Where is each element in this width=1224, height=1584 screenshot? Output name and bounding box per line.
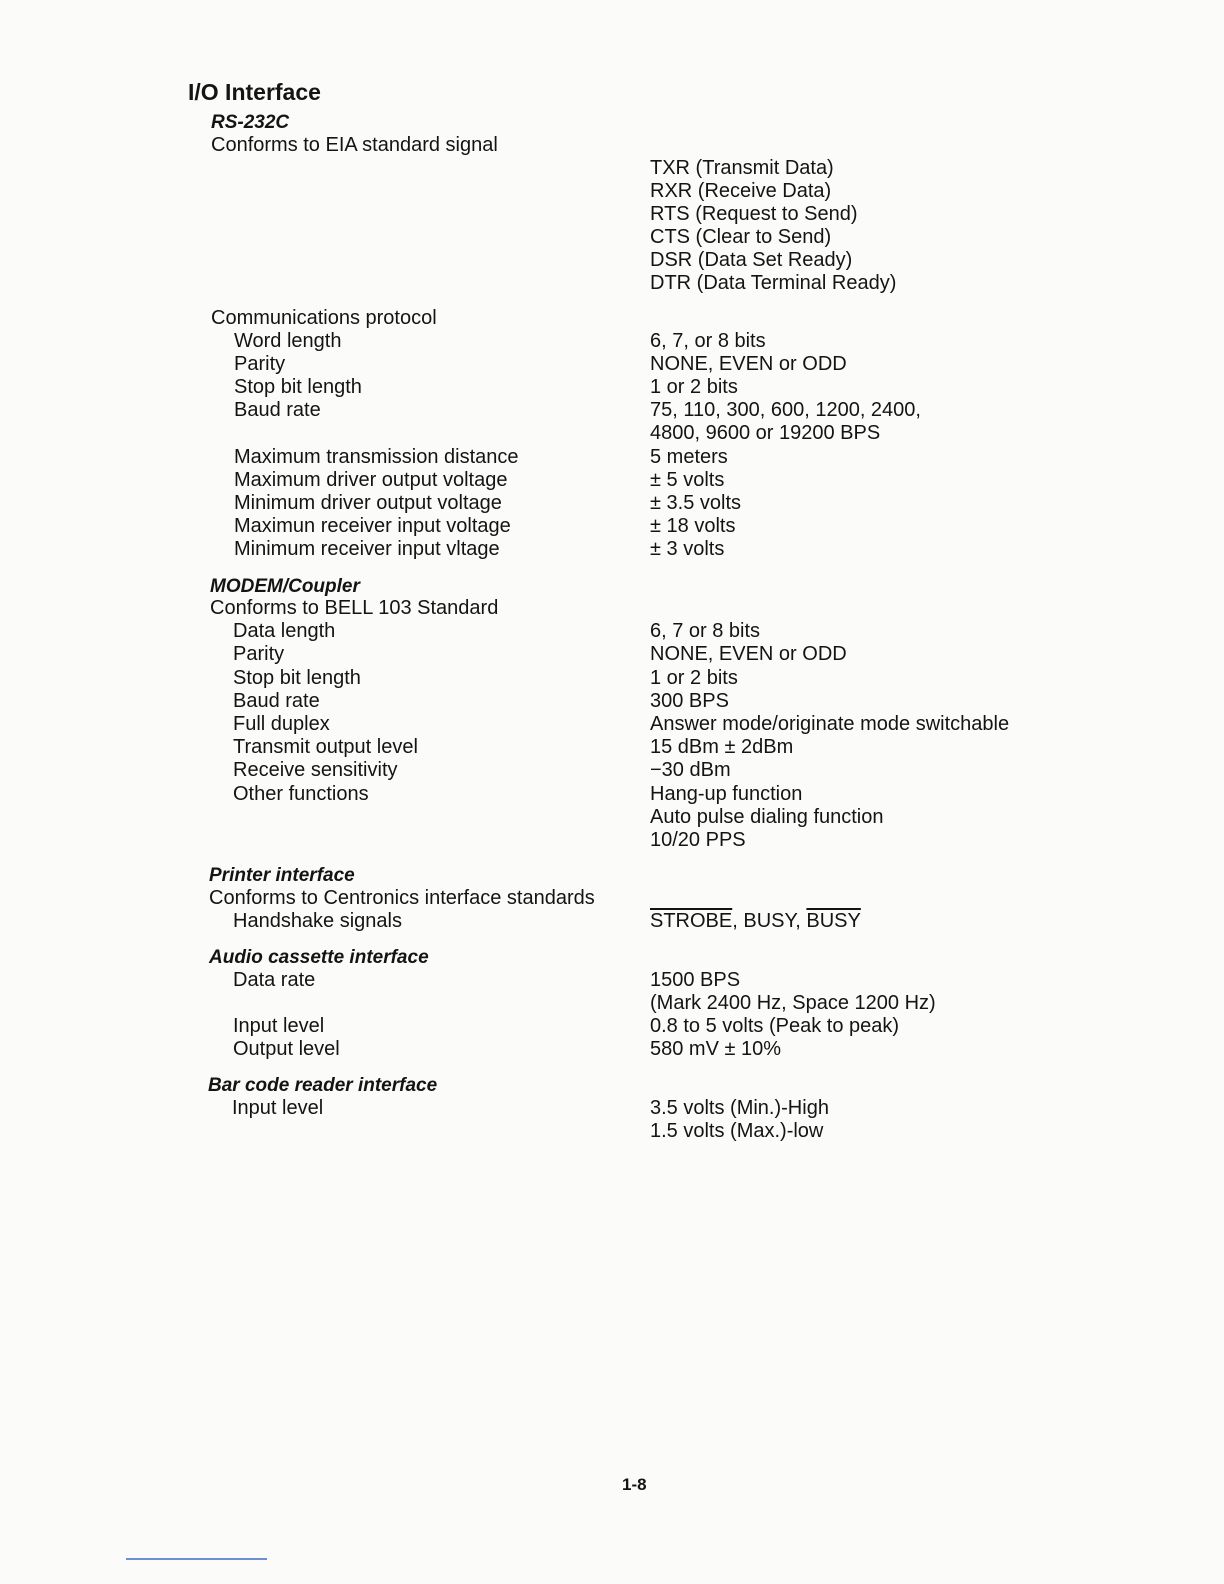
spec-value: NONE, EVEN or ODD — [650, 643, 847, 665]
spec-value: 10/20 PPS — [650, 829, 746, 851]
printer-heading: Printer interface — [209, 865, 355, 886]
spec-value: Hang-up function — [650, 783, 803, 805]
busy-inverted-signal: BUSY — [806, 910, 861, 932]
spec-label: Data rate — [233, 969, 316, 991]
spec-value: ± 3.5 volts — [650, 492, 742, 514]
spec-value: 1 or 2 bits — [650, 667, 738, 689]
spec-value: 6, 7 or 8 bits — [650, 620, 761, 642]
strobe-signal: STROBE — [650, 910, 733, 932]
rs232c-conforms: Conforms to EIA standard signal — [211, 134, 498, 156]
spec-label: Parity — [234, 353, 286, 375]
footer-rule — [126, 1558, 267, 1560]
separator: , — [795, 910, 807, 932]
spec-value: ± 5 volts — [650, 469, 725, 491]
spec-value: 300 BPS — [650, 690, 729, 712]
rs232c-signal: DTR (Data Terminal Ready) — [650, 272, 897, 294]
spec-label: Transmit output level — [233, 736, 418, 758]
spec-value: 1 or 2 bits — [650, 376, 738, 398]
page-title: I/O Interface — [188, 79, 321, 105]
page-number: 1-8 — [622, 1475, 647, 1494]
spec-label: Parity — [233, 643, 285, 665]
spec-label: Stop bit length — [234, 376, 362, 398]
rs232c-signal: DSR (Data Set Ready) — [650, 249, 853, 271]
spec-label: Baud rate — [233, 690, 320, 712]
spec-label: Other functions — [233, 783, 369, 805]
spec-value: (Mark 2400 Hz, Space 1200 Hz) — [650, 992, 936, 1014]
spec-value: 5 meters — [650, 446, 728, 468]
busy-signal: BUSY — [743, 910, 796, 932]
barcode-heading: Bar code reader interface — [208, 1075, 438, 1096]
spec-value: 0.8 to 5 volts (Peak to peak) — [650, 1015, 900, 1037]
rs232c-heading: RS-232C — [211, 112, 290, 133]
spec-value: −30 dBm — [650, 759, 731, 781]
spec-label: Receive sensitivity — [233, 759, 398, 781]
spec-value: Auto pulse dialing function — [650, 806, 884, 828]
modem-heading: MODEM/Coupler — [210, 576, 360, 597]
spec-label: Handshake signals — [233, 910, 402, 932]
spec-value: NONE, EVEN or ODD — [650, 353, 847, 375]
spec-label: Baud rate — [234, 399, 321, 421]
spec-value: 75, 110, 300, 600, 1200, 2400, — [650, 399, 921, 421]
rs232c-signal: TXR (Transmit Data) — [650, 157, 834, 179]
spec-value: 3.5 volts (Min.)-High — [650, 1097, 829, 1119]
spec-value: 15 dBm ± 2dBm — [650, 736, 794, 758]
spec-value: ± 3 volts — [650, 538, 725, 560]
spec-label: Minimum receiver input vltage — [234, 538, 500, 560]
spec-label: Output level — [233, 1038, 340, 1060]
spec-value: 6, 7, or 8 bits — [650, 330, 766, 352]
spec-label: Maximum driver output voltage — [234, 469, 508, 491]
spec-value: Answer mode/originate mode switchable — [650, 713, 1010, 735]
spec-label: Input level — [233, 1015, 325, 1037]
spec-label: Minimum driver output voltage — [234, 492, 502, 514]
spec-label: Maximun receiver input voltage — [234, 515, 511, 537]
spec-value: 1500 BPS — [650, 969, 741, 991]
modem-conforms: Conforms to BELL 103 Standard — [210, 597, 499, 619]
spec-label: Word length — [234, 330, 342, 352]
spec-label: Full duplex — [233, 713, 330, 735]
cassette-heading: Audio cassette interface — [209, 947, 429, 968]
printer-conforms: Conforms to Centronics interface standards — [209, 887, 595, 909]
spec-label: Maximum transmission distance — [234, 446, 519, 468]
spec-label: Stop bit length — [233, 667, 361, 689]
spec-value: 1.5 volts (Max.)-low — [650, 1120, 824, 1142]
rs232c-protocol-label: Communications protocol — [211, 307, 437, 329]
spec-value: 4800, 9600 or 19200 BPS — [650, 422, 881, 444]
rs232c-signal: RTS (Request to Send) — [650, 203, 858, 225]
rs232c-signal: CTS (Clear to Send) — [650, 226, 832, 248]
handshake-signals — [650, 910, 861, 933]
separator: , — [732, 910, 744, 932]
spec-value: 580 mV ± 10% — [650, 1038, 782, 1060]
spec-label: Data length — [233, 620, 336, 642]
spec-value: ± 18 volts — [650, 515, 736, 537]
spec-label: Input level — [232, 1097, 324, 1119]
rs232c-signal: RXR (Receive Data) — [650, 180, 832, 202]
